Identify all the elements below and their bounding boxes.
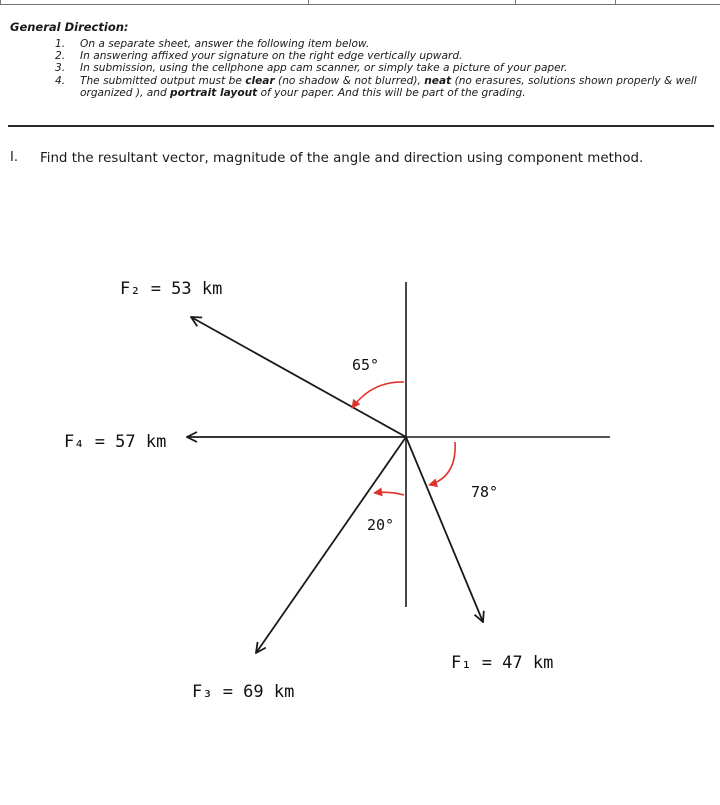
problem-number: I. — [10, 150, 18, 165]
direction-text: The submitted output must be clear (no shadow & not blurred), neat (no erasures, solutions shown properly & well organized ), and portrait layout of your paper. And this will be part of the grading. — [80, 74, 697, 99]
angle-arc-78 — [429, 442, 455, 485]
direction-text: On a separate sheet, answer the following item below. — [80, 38, 370, 50]
general-direction-heading: General Direction: — [10, 20, 129, 34]
angle-arc-65 — [352, 382, 404, 408]
direction-number: 1. — [55, 38, 66, 50]
direction-number: 2. — [55, 50, 66, 63]
angle-78-label: 78° — [471, 483, 499, 501]
angle-20-label: 20° — [367, 516, 395, 534]
vector-f2-arrow — [191, 317, 406, 437]
direction-number: 4. — [55, 74, 66, 87]
angle-65-label: 65° — [352, 356, 380, 374]
direction-number: 3. — [55, 62, 66, 75]
direction-text: In submission, using the cellphone app cam scanner, or simply take a picture of your paper. — [80, 62, 568, 75]
vector-f3-arrow — [256, 437, 406, 653]
vector-f1-arrow — [406, 437, 483, 622]
angle-arc-20 — [374, 492, 404, 495]
f1-label: F₁ = 47 km — [451, 653, 554, 673]
f4-label: F₄ = 57 km — [64, 432, 167, 452]
f3-label: F₃ = 69 km — [192, 682, 295, 702]
f2-label: F₂ = 53 km — [120, 279, 223, 299]
problem-text: Find the resultant vector, magnitude of the angle and direction using component method. — [40, 151, 644, 166]
direction-text: In answering affixed your signature on the right edge vertically upward. — [80, 50, 463, 63]
